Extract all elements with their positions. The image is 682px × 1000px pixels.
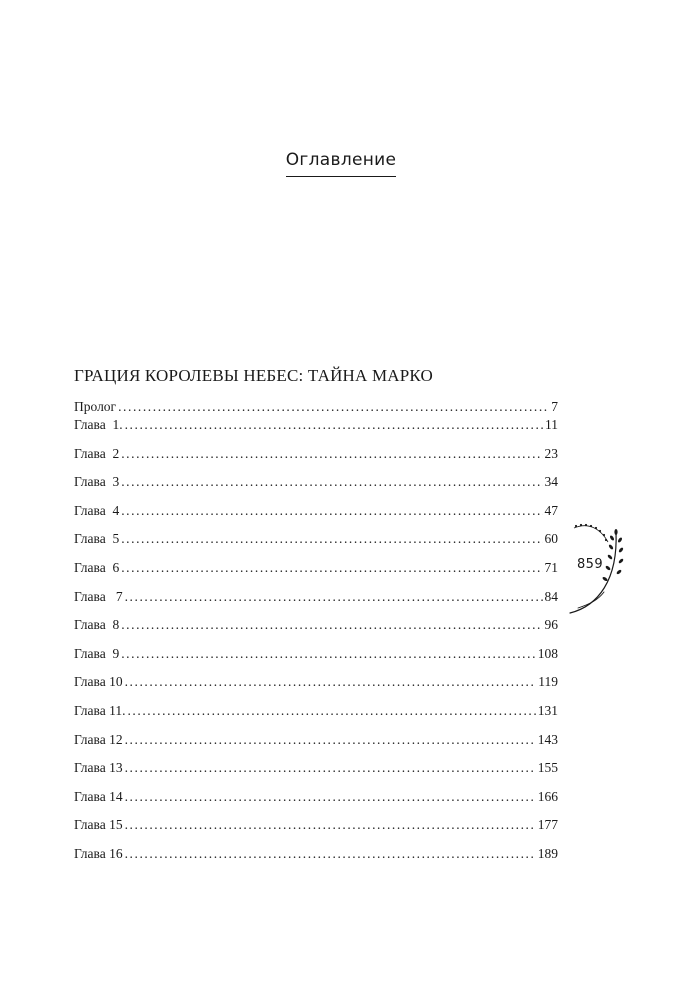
toc-entry-page: 11 <box>545 417 558 432</box>
toc-leader-dots <box>121 644 536 664</box>
toc-entry[interactable] <box>74 587 558 616</box>
toc-leader-dots <box>125 672 537 692</box>
toc-entry-label: Глава 10 <box>74 674 123 690</box>
toc-entry[interactable] <box>74 815 558 844</box>
toc-entry-page: 166 <box>537 788 558 804</box>
toc-entry[interactable] <box>74 844 558 873</box>
toc-entry-label: Глава 2 <box>74 445 120 461</box>
toc-entry-label: Пролог <box>74 399 117 414</box>
contents-heading: Оглавление <box>286 150 397 177</box>
toc-entry[interactable] <box>74 758 558 787</box>
toc-entry-label: Глава 15 <box>74 817 123 833</box>
page-number: 859 <box>577 557 604 572</box>
toc-entry-label: Глава 16 <box>74 845 123 861</box>
toc-entry[interactable] <box>74 644 558 673</box>
toc-entry[interactable] <box>74 397 558 415</box>
toc-entry[interactable] <box>74 672 558 701</box>
toc-entry[interactable] <box>74 558 558 587</box>
toc-entry-label: Глава 3 <box>74 474 120 490</box>
toc-leader-dots <box>121 501 542 521</box>
toc-entry-page: 96 <box>544 617 558 633</box>
toc-leader-dots <box>127 701 535 721</box>
toc-entry-page: 47 <box>544 502 558 518</box>
toc-entry-label: Глава 12 <box>74 731 123 747</box>
toc-entry[interactable] <box>74 501 558 530</box>
toc-entry-page: 108 <box>537 645 558 661</box>
toc-leader-dots <box>125 587 543 607</box>
toc-leader-dots <box>125 815 536 835</box>
toc-leader-dots <box>118 397 549 417</box>
toc-entry-page: 23 <box>544 445 558 461</box>
toc-entry-label: Глава 5 <box>74 531 120 547</box>
toc-entry-label: Глава 4 <box>74 502 120 518</box>
toc-entry-label: Глава 9 <box>74 645 120 661</box>
toc-leader-dots <box>125 787 536 807</box>
toc-entry-page: 143 <box>537 731 558 747</box>
toc-leader-dots <box>125 844 536 864</box>
toc-leader-dots <box>125 415 543 435</box>
toc-entry-label: Глава 14 <box>74 788 123 804</box>
toc-entry[interactable] <box>74 415 558 444</box>
toc-entry-page: 7 <box>551 399 558 414</box>
table-of-contents <box>74 397 558 873</box>
toc-leader-dots <box>125 758 536 778</box>
toc-leader-dots <box>121 558 542 578</box>
toc-entry-page: 84 <box>544 588 558 604</box>
toc-entry-label: Глава 13 <box>74 760 123 776</box>
toc-entry-page: 60 <box>544 531 558 547</box>
toc-entry[interactable] <box>74 730 558 759</box>
toc-entry-page: 177 <box>537 817 558 833</box>
toc-entry[interactable] <box>74 615 558 644</box>
toc-entry-page: 34 <box>544 474 558 490</box>
toc-entry[interactable] <box>74 701 558 730</box>
book-title: ГРАЦИЯ КОРОЛЕВЫ НЕБЕС: ТАЙНА МАРКО <box>74 366 433 385</box>
toc-entry-label: Глава 7 <box>74 588 123 604</box>
toc-leader-dots <box>121 444 542 464</box>
toc-entry-page: 131 <box>537 702 558 718</box>
toc-entry-label: Глава 8 <box>74 617 120 633</box>
toc-leader-dots <box>121 529 542 549</box>
toc-entry[interactable] <box>74 444 558 473</box>
toc-entry-label: Глава 1. <box>74 417 123 432</box>
toc-entry-label: Глава 11. <box>74 702 126 718</box>
toc-entry[interactable] <box>74 472 558 501</box>
toc-entry-page: 189 <box>537 845 558 861</box>
toc-entry-label: Глава 6 <box>74 559 120 575</box>
toc-leader-dots <box>125 730 536 750</box>
toc-entry[interactable] <box>74 529 558 558</box>
toc-entry[interactable] <box>74 787 558 816</box>
toc-leader-dots <box>121 472 542 492</box>
contents-heading-block <box>0 150 682 177</box>
toc-entry-page: 155 <box>537 760 558 776</box>
toc-entry-page: 71 <box>544 559 558 575</box>
toc-leader-dots <box>121 615 542 635</box>
toc-entry-page: 119 <box>538 674 558 690</box>
